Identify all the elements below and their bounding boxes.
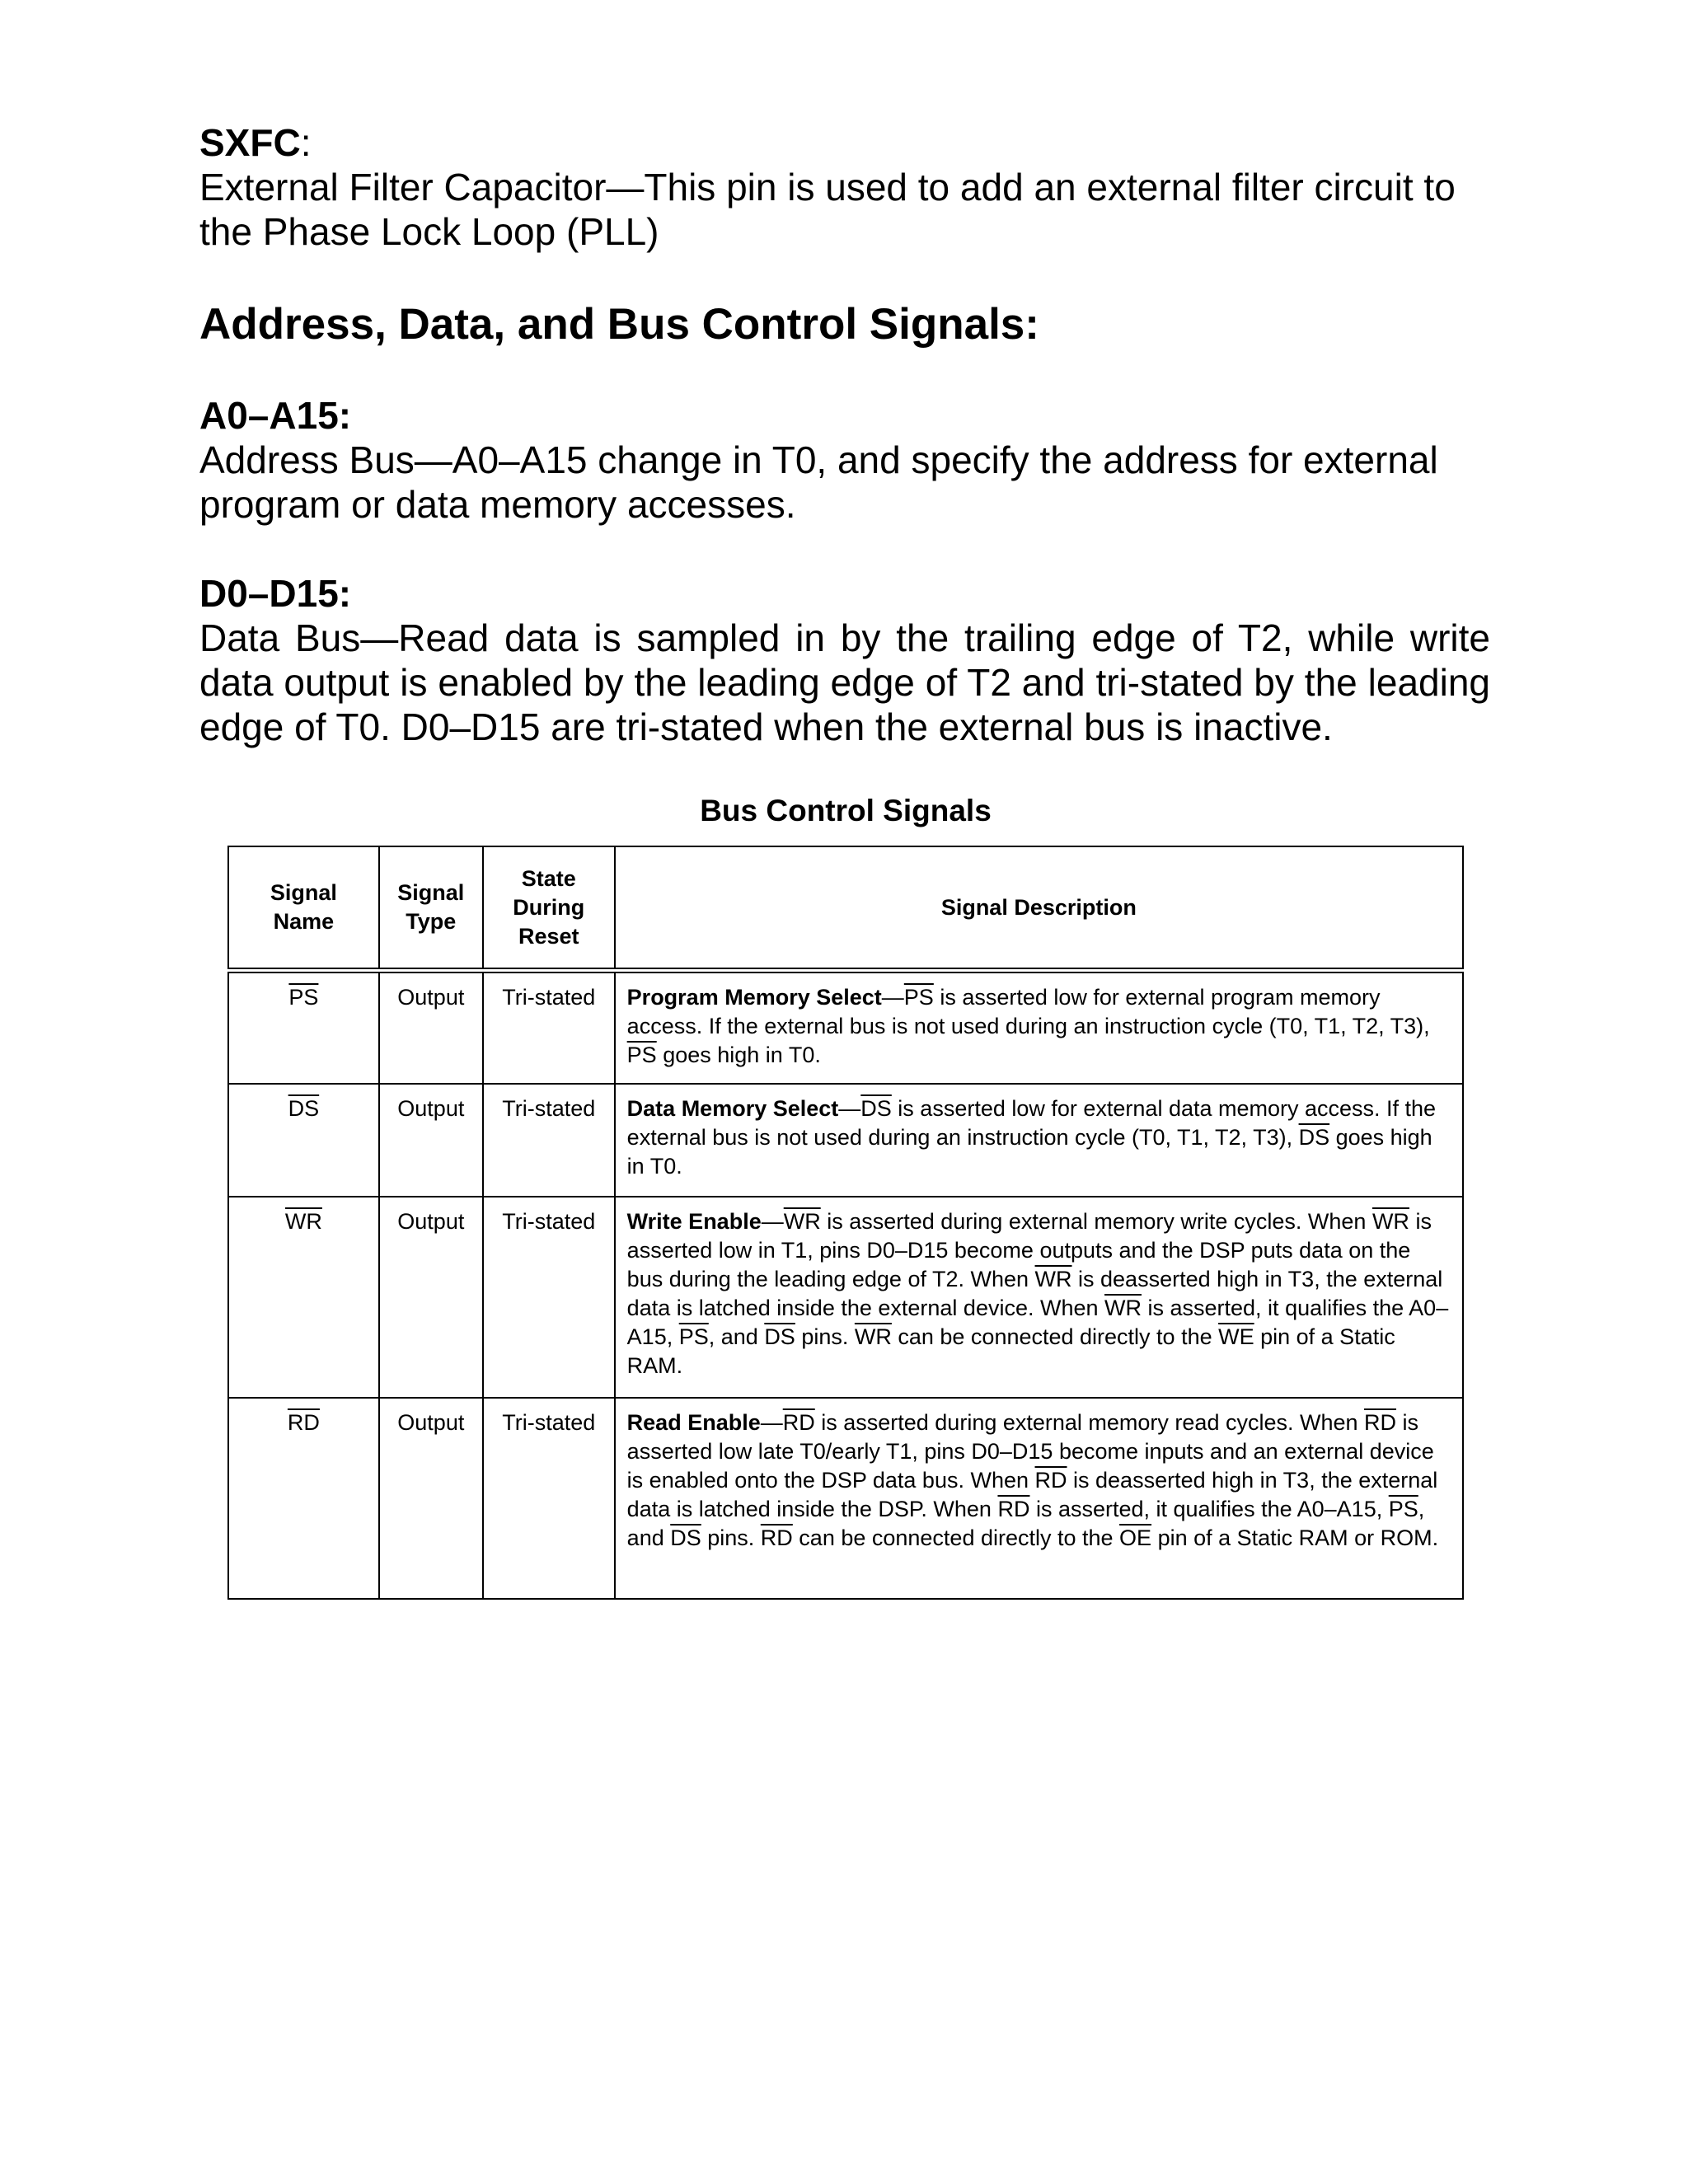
header-state-during-reset: State During Reset bbox=[483, 846, 615, 971]
table-row-ds bbox=[228, 1084, 1463, 1197]
table-row-wr bbox=[228, 1197, 1463, 1398]
signal-name-cell: $\overline{RD}$ bbox=[228, 1398, 379, 1599]
header-signal-description: Signal Description bbox=[615, 846, 1463, 971]
sxfc-term: SXFC: bbox=[199, 121, 312, 164]
section-heading: Address, Data, and Bus Control Signals: bbox=[199, 300, 1039, 349]
signal-description-cell: Program Memory $Select—\overline{PS}$ is asserted low for external program memory access. If the external bus is not used during an instruction cycle (T0, T1, T2, T3), $\overline{PS}$ goes high in T0. bbox=[615, 971, 1463, 1084]
table-row-rd bbox=[228, 1398, 1463, 1599]
signal-type-cell: Output bbox=[379, 1084, 483, 1197]
header-signal-type: Signal Type bbox=[379, 846, 483, 971]
signal-type-cell: Output bbox=[379, 971, 483, 1084]
table-header-row bbox=[228, 846, 1463, 971]
signal-description-cell: Write $Enable—\overline{WR}$ is asserted during external memory write cycles. When $\overline{WR}$ is asserted low in T1, pins D0–D15 become outputs and the DSP puts data on the bus during the leading edge of T2. When $\overline{WR}$ is deasserted high in T3, the external data is latched inside the external device. When $\overline{WR}$ is asserted, it qualifies the A0–A15, $\overline{PS}$, and $\overline{DS}$ pins. $\overline{WR}$ can be connected directly to the $\overline{WE}$ pin of a Static RAM. bbox=[615, 1197, 1463, 1398]
signal-name-cell: $\overline{WR}$ bbox=[228, 1197, 379, 1398]
bus-control-signals-table bbox=[227, 846, 1464, 1600]
header-signal-name: Signal Name bbox=[228, 846, 379, 971]
signal-type-cell: Output bbox=[379, 1197, 483, 1398]
d0-d15-term: D0–D15: bbox=[199, 572, 352, 615]
signal-name-cell: $\overline{PS}$ bbox=[228, 971, 379, 1084]
signal-name-cell: $\overline{DS}$ bbox=[228, 1084, 379, 1197]
sxfc-description: External Filter Capacitor—This pin is used to add an external filter circuit to the Phase Lock Loop (PLL) bbox=[199, 166, 1456, 253]
table-title: Bus Control Signals bbox=[700, 794, 992, 827]
signal-description-cell: Data Memory $Select—\overline{DS}$ is asserted low for external data memory access. If the external bus is not used during an instruction cycle (T0, T1, T2, T3), $\overline{DS}$ goes high in T0. bbox=[615, 1084, 1463, 1197]
reset-state-cell: Tri-stated bbox=[483, 1197, 615, 1398]
d0-d15-description: Data Bus—Read data is sampled in by the trailing edge of T2, while write data output is enabled by the leading edge of T2 and tri-stated by the leading edge of T0. D0–D15 are tri-stated when the external bus is inactive. bbox=[199, 616, 1490, 748]
signal-description-cell: Read $Enable—\overline{RD}$ is asserted during external memory read cycles. When $\overline{RD}$ is asserted low late T0/early T1, pins D0–D15 become inputs and an external device is enabled onto the DSP data bus. When $\overline{RD}$ is deasserted high in T3, the external data is latched inside the DSP. When $\overline{RD}$ is asserted, it qualifies the A0–A15, $\overline{PS}$, and $\overline{DS}$ pins. $\overline{RD}$ can be connected directly to the $\overline{OE}$ pin of a Static RAM or ROM. bbox=[615, 1398, 1463, 1599]
reset-state-cell: Tri-stated bbox=[483, 1398, 615, 1599]
sxfc-entry bbox=[199, 120, 1490, 254]
reset-state-cell: Tri-stated bbox=[483, 971, 615, 1084]
a0-a15-term: A0–A15: bbox=[199, 394, 352, 437]
reset-state-cell: Tri-stated bbox=[483, 1084, 615, 1197]
a0-a15-description: Address Bus—A0–A15 change in T0, and specify the address for external program or data memory accesses. bbox=[199, 438, 1438, 526]
signal-type-cell: Output bbox=[379, 1398, 483, 1599]
a0-a15-entry bbox=[199, 393, 1490, 527]
d0-d15-entry bbox=[199, 571, 1490, 749]
table-row-ps bbox=[228, 971, 1463, 1084]
